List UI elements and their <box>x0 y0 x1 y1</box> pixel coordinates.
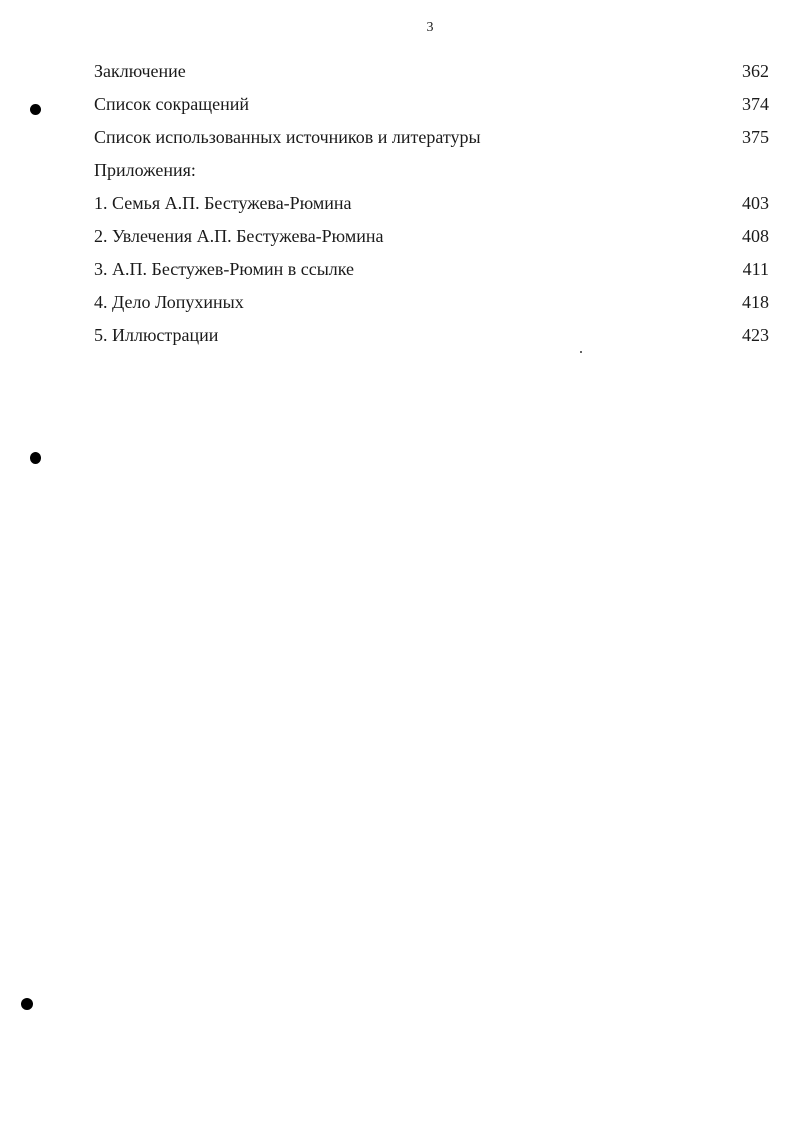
toc-entry <box>94 289 769 322</box>
toc-entry-title: 5. Иллюстрации <box>94 325 219 345</box>
toc-entry <box>94 256 769 289</box>
toc-section-heading <box>94 157 769 190</box>
punch-hole-mark <box>30 104 41 115</box>
toc-entry <box>94 322 769 355</box>
toc-entry-page: 418 <box>742 292 769 312</box>
toc-entry-title: 4. Дело Лопухиных <box>94 292 244 312</box>
toc-entry <box>94 58 769 91</box>
punch-hole-mark <box>21 998 33 1010</box>
toc-entry-title: 3. А.П. Бестужев-Рюмин в ссылке <box>94 259 355 279</box>
toc-entry-page: 411 <box>742 259 769 279</box>
toc-entry <box>94 124 769 157</box>
page-number: 3 <box>426 20 434 35</box>
scan-speck <box>580 351 582 353</box>
toc-entry <box>94 91 769 124</box>
toc-entry-page: 408 <box>742 226 769 246</box>
toc-entry-title: 1. Семья А.П. Бестужева-Рюмина <box>94 193 352 213</box>
table-of-contents <box>94 58 769 355</box>
toc-entry <box>94 190 769 223</box>
toc-entry-page: 375 <box>742 127 769 147</box>
toc-entry-title: Список использованных источников и литературы <box>94 127 481 147</box>
toc-entry-title: Заключение <box>94 61 186 81</box>
toc-entry-page: 423 <box>742 325 769 345</box>
punch-hole-mark <box>30 452 41 464</box>
toc-entry-title: Список сокращений <box>94 94 249 114</box>
toc-entry <box>94 223 769 256</box>
toc-entry-page: 362 <box>742 61 769 81</box>
toc-entry-page: 403 <box>742 193 769 213</box>
toc-entry-page: 374 <box>742 94 769 114</box>
toc-entry-title: Приложения: <box>94 160 196 180</box>
toc-entry-title: 2. Увлечения А.П. Бестужева-Рюмина <box>94 226 384 246</box>
